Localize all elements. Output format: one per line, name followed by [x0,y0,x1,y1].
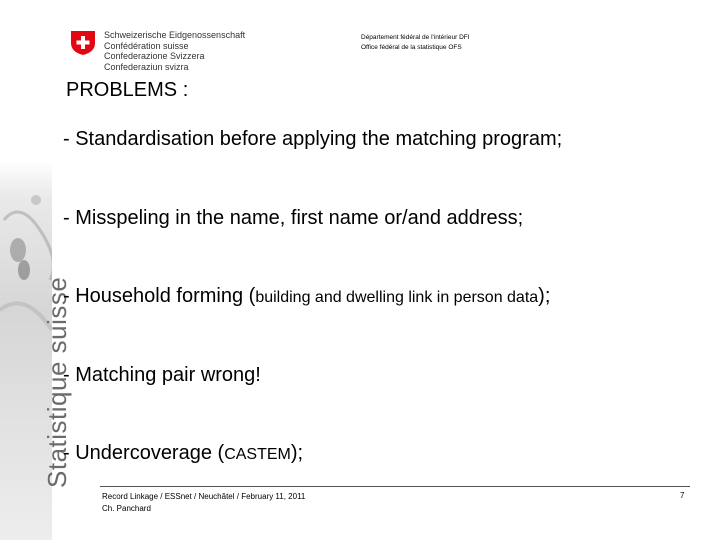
bullet-small-text: building and dwelling link in person data [255,289,539,306]
footer-line: Ch. Panchard [102,504,151,513]
footer-divider [100,486,690,487]
page-number: 7 [680,491,685,500]
bullet-item: - Misspeling in the name, first name or/and address; [63,207,524,229]
department-line: Département fédéral de l'intérieur DFI [361,34,470,41]
sidebar-label: Statistique suisse [42,276,72,488]
bullet-item: - Matching pair wrong! [63,364,261,386]
bullet-suffix: ); [538,285,551,307]
bullet-suffix: ); [290,442,304,464]
confederation-line: Confédération suisse [104,40,189,51]
footer-info [102,491,305,515]
swiss-cross-icon [70,30,96,56]
bullet-item: - Standardisation before applying the matching program; [63,128,563,150]
bullet-item [63,442,303,465]
footer-line: Record Linkage / ESSnet / Neuchâtel / February 11, 2011 [102,492,306,501]
bullet-item [63,285,550,308]
confederation-name [104,30,245,72]
bullet-small-text: CASTEM [224,446,291,463]
confederation-line: Schweizerische Eidgenossenschaft [104,30,246,40]
confederation-line: Confederaziun svizra [104,61,189,72]
slide-title: PROBLEMS : [66,79,189,101]
confederation-line: Confederazione Svizzera [104,51,205,61]
department-info [361,33,470,53]
bullet-prefix: - Undercoverage ( [63,442,225,464]
bullet-prefix: - Household forming ( [63,285,256,307]
department-line: Office fédéral de la statistique OFS [361,44,462,51]
